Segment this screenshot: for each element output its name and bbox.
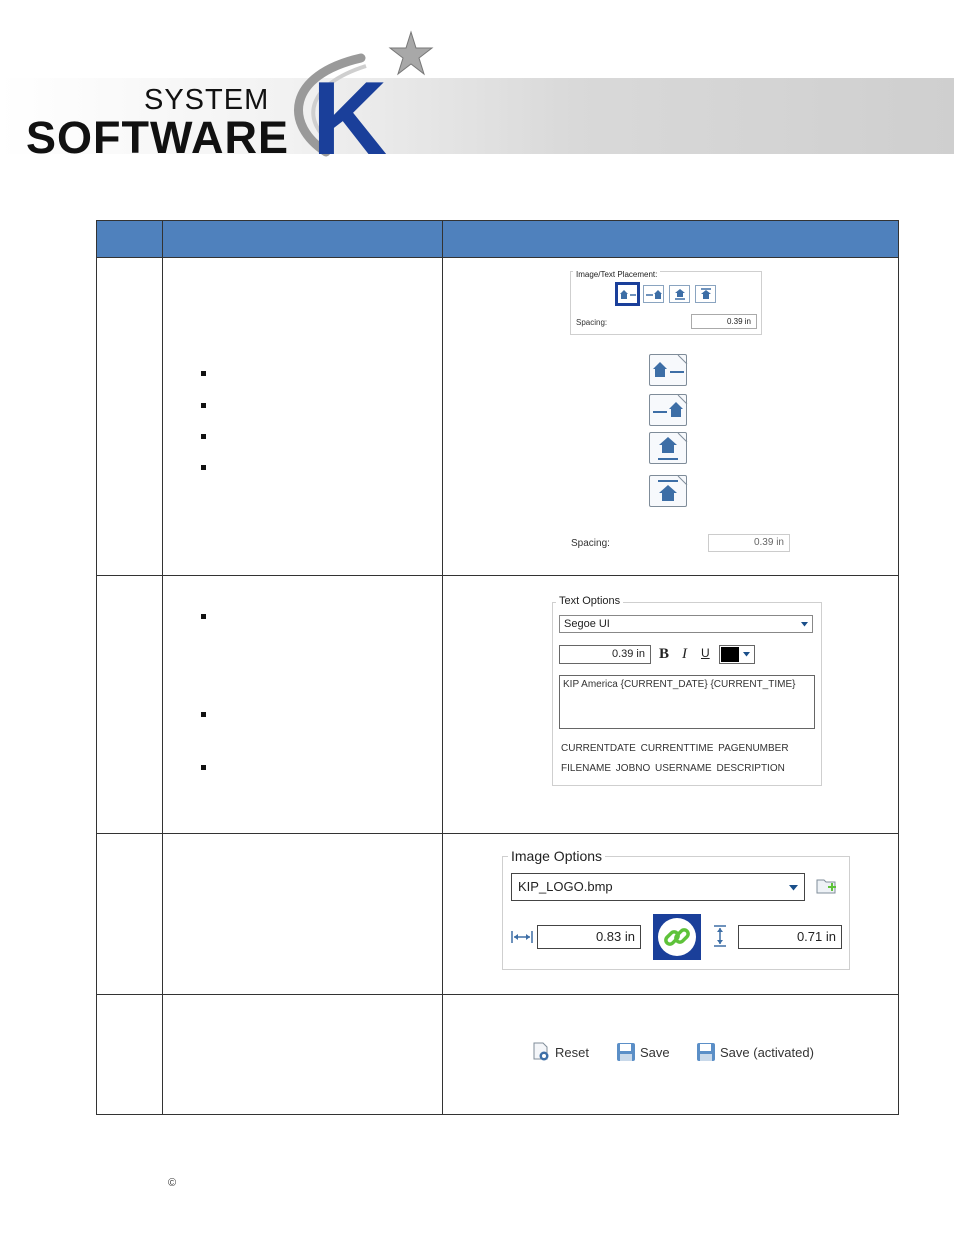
placement-above-button[interactable]: [669, 285, 690, 303]
placement-left-button[interactable]: [615, 282, 640, 306]
table-cell: [443, 995, 899, 1115]
bullet: [201, 712, 206, 717]
image-file-value: KIP_LOGO.bmp: [518, 879, 613, 894]
copyright-symbol: ©: [168, 1177, 177, 1189]
bullet: [201, 765, 206, 770]
token-link[interactable]: CURRENTTIME: [640, 743, 714, 754]
chevron-down-icon: [743, 652, 750, 657]
save-activated-label: Save (activated): [720, 1044, 814, 1060]
bold-button[interactable]: B: [659, 646, 670, 662]
link-chain-icon: [662, 922, 692, 952]
table-header-row: [97, 221, 899, 258]
house-below-text-icon: [650, 476, 688, 508]
brand-logo: [26, 30, 406, 163]
brand-letter-k: K: [312, 61, 388, 158]
text-options-panel: [552, 595, 822, 786]
placement-panel: [570, 271, 762, 335]
bullet: [201, 403, 206, 408]
reset-label: Reset: [555, 1044, 589, 1060]
brand-line-software: SOFTWARE: [26, 112, 289, 163]
save-button[interactable]: [616, 1042, 670, 1062]
table-cell: [97, 576, 163, 834]
house-below-text-icon: [699, 288, 713, 300]
lock-aspect-ratio-button[interactable]: [653, 914, 701, 960]
token-link[interactable]: DESCRIPTION: [716, 763, 785, 774]
table-header-cell: [163, 221, 443, 258]
placement-below-button[interactable]: [695, 285, 716, 303]
image-options-legend: Image Options: [508, 848, 605, 864]
token-line-2: [561, 763, 785, 774]
token-line-1: [561, 743, 789, 754]
swoosh-star-icon: [266, 30, 436, 158]
save-activated-button[interactable]: [696, 1042, 814, 1062]
floppy-disk-icon: [616, 1042, 636, 1062]
width-arrows-icon: [511, 930, 533, 944]
floppy-disk-icon: [696, 1042, 716, 1062]
image-file-select[interactable]: [511, 873, 805, 901]
spacing-label: Spacing:: [571, 538, 610, 549]
image-height-input[interactable]: 0.71 in: [738, 925, 842, 949]
token-link[interactable]: CURRENTDATE: [561, 743, 636, 754]
chevron-down-icon: [801, 622, 808, 627]
text-options-legend: Text Options: [556, 595, 623, 607]
browse-folder-icon[interactable]: [816, 877, 838, 895]
token-link[interactable]: JOBNO: [615, 763, 651, 774]
token-link[interactable]: FILENAME: [561, 763, 612, 774]
underline-button[interactable]: U: [701, 646, 710, 660]
bullet: [201, 465, 206, 470]
table-cell: [97, 834, 163, 995]
font-select[interactable]: [559, 615, 813, 633]
placement-above-large-button[interactable]: [649, 432, 687, 464]
placement-below-large-button[interactable]: [649, 475, 687, 507]
font-size-input[interactable]: 0.39 in: [559, 645, 651, 664]
house-left-of-text-icon: [650, 355, 688, 387]
house-above-text-icon: [650, 433, 688, 465]
table-cell: [97, 258, 163, 576]
spacing-label-small: Spacing:: [576, 318, 608, 327]
save-label: Save: [640, 1044, 670, 1060]
table-cell: [163, 576, 443, 834]
placement-left-large-button[interactable]: [649, 354, 687, 386]
house-above-text-icon: [673, 288, 687, 300]
table-cell: [163, 258, 443, 576]
spacing-input-small[interactable]: 0.39 in: [691, 314, 757, 329]
table-cell: [443, 834, 899, 995]
table-header-cell: [443, 221, 899, 258]
height-arrows-icon: [713, 925, 727, 947]
color-swatch: [721, 647, 739, 662]
table-row-placement: [97, 258, 899, 576]
table-row-text-options: [97, 576, 899, 834]
image-options-panel: [502, 848, 850, 970]
bullet: [201, 614, 206, 619]
italic-button[interactable]: I: [682, 646, 687, 662]
table-cell: [163, 995, 443, 1115]
table-cell: [163, 834, 443, 995]
token-link[interactable]: PAGENUMBER: [718, 743, 789, 754]
table-row-image-options: [97, 834, 899, 995]
color-picker[interactable]: [719, 645, 755, 664]
document-table: [96, 220, 899, 1115]
table-cell: [443, 576, 899, 834]
table-cell: [443, 258, 899, 576]
placement-right-large-button[interactable]: [649, 394, 687, 426]
bullet: [201, 434, 206, 439]
token-link[interactable]: USERNAME: [655, 763, 712, 774]
house-right-of-text-icon: [645, 288, 663, 300]
reset-button[interactable]: [531, 1042, 589, 1062]
spacing-input[interactable]: 0.39 in: [708, 534, 790, 552]
placement-legend: Image/Text Placement:: [573, 270, 660, 279]
house-right-of-text-icon: [650, 395, 688, 427]
placement-right-button[interactable]: [643, 285, 664, 303]
image-width-input[interactable]: 0.83 in: [537, 925, 641, 949]
house-left-of-text-icon: [619, 288, 637, 300]
reset-icon: [531, 1042, 551, 1062]
chevron-down-icon: [789, 885, 798, 891]
font-select-value: Segoe UI: [564, 618, 610, 630]
table-row-buttons: [97, 995, 899, 1115]
text-content-area[interactable]: KIP America {CURRENT_DATE} {CURRENT_TIME}: [559, 675, 815, 729]
brand-line-system: SYSTEM: [144, 84, 270, 116]
bullet: [201, 371, 206, 376]
table-cell: [97, 995, 163, 1115]
table-header-cell: [97, 221, 163, 258]
